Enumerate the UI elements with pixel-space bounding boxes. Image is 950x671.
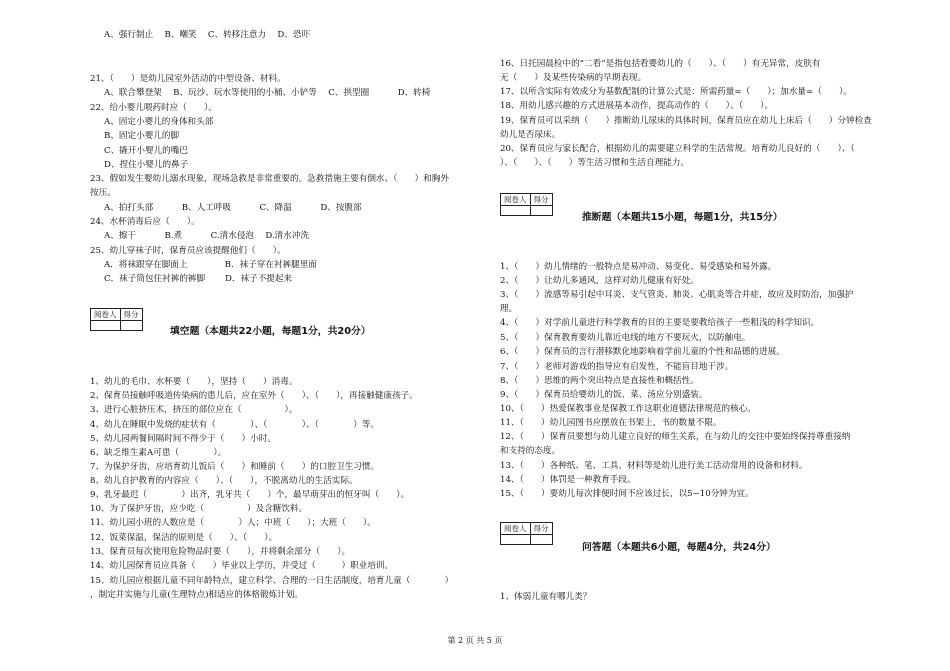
judge-question: 1、（ ）幼儿情绪的一般特点是易冲动、易变化、易受感染和易外露。 [500,262,777,272]
reviewer-cell[interactable] [501,535,531,545]
fill-question: 10、为了保护牙齿，应少吃（ ）及含糖饮料。 [90,504,308,514]
fill-question: 15、幼儿园应根据儿童不同年龄特点，建立科学、合理的一日生活制度，培育儿童（ ） [90,576,454,586]
judge-question: 8、（ ）思维的两个突出特点是直接性和概括性。 [500,376,699,386]
fill-question: ，制定并实施与儿童(生理特点)相适应的体格锻炼计划。 [90,590,303,600]
judge-question: 2、（ ）让幼儿多通风，这样对幼儿健康有好处。 [500,276,699,286]
judge-question: 14、（ ）体罚是一种教育手段。 [500,475,636,485]
question-line: 23、假如发生婴幼儿溺水现象，现场急救是非常重要的。急救措施主要有倒水、（ ）和胸外 [90,174,449,184]
question-line: A、强行制止 B、嘲笑 C、转移注意力 D、恐吓 [104,30,311,40]
question-line: 24、水杯消毒后应（ ）。 [90,217,200,227]
reviewer-label: 阅卷人 [501,523,531,535]
judge-question: 11、（ ）幼儿园图书应摆放在书架上，书的数量不限。 [500,418,722,428]
judge-question: 理。 [500,304,518,314]
judge-question: 4、（ ）对学前儿童进行科学教育的目的主要是要教给孩子一些粗浅的科学知识。 [500,318,820,328]
fill-question: 11、幼儿园小班的人数应是（ ）人；中班（ ）；大班（ ）。 [90,518,376,528]
fill-question: 8、幼儿自护教育的内容应（ ）、（ ），不脱离幼儿的生活实际。 [90,476,358,486]
judge-question: 5、（ ）保育教育要幼儿靠近电线的地方不要玩火，以防触电。 [500,333,751,343]
fill-question: 1、幼儿的毛巾、水杯要（ ），坚持（ ）消毒。 [90,377,298,387]
qa-section-title: 问答题（本题共6小题，每题4分，共24分） [582,542,776,553]
page-footer: 第 2 页 共 5 页 [447,636,503,645]
score-cell[interactable] [530,535,552,545]
score-label: 得分 [530,523,552,535]
question-line: D、捏住小婴儿的鼻子 [104,160,189,170]
qa-question: 1、体弱儿童有哪儿类？ [500,592,592,602]
question-line: ）、（ ）、（ ）等生活习惯和生活自理能力。 [500,158,690,168]
fill-question: 3、进行心脏挤压术，挤压的部位应在（ ）。 [90,405,298,415]
judge-question: 和支持的态度。 [500,446,561,456]
judge-question: 12、（ ）保育员要想与幼儿建立良好的师生关系，在与幼儿的交往中要始终保持尊重接纳 [500,432,851,442]
fill-question: 2、保育员接触呼吸道传染病的患儿后，应在室外（ ）、（ ），再接触健康孩子。 [90,391,418,401]
fill-question: 9、乳牙最迟（ ）出齐，乳牙共（ ）个，最早萌芽出的恒牙叫（ ）。 [90,490,410,500]
score-label: 得分 [120,309,142,321]
fill-question: 4、幼儿在睡眠中发烧的症状有（ ）、（ ）、（ ）等。 [90,420,380,430]
question-line: 21、（ ）是幼儿园室外活动的中型设备、材料。 [90,74,286,84]
question-line: 20、保育员应与家长配合，根据幼儿的需要建立科学的生活常规。培育幼儿良好的（ ）、（ [500,144,855,154]
fill-question: 7、为保护牙齿，应培育幼儿饭后（ ）和睡前（ ）的口腔卫生习惯。 [90,462,380,472]
score-label: 得分 [530,194,552,206]
question-line: 按压。 [90,188,116,198]
fill-question: 14、幼儿园保育员应具备（ ）毕业以上学历，并受过（ ）职业培训。 [90,561,394,571]
question-line: A、拍打头部 B、人工呼吸 C、降温 D、按腹部 [104,203,362,213]
judge-question: 3、（ ）流感等易引起中耳炎、支气管炎、肺炎、心肌炎等合并症，故应及时防治，加强护 [500,290,854,300]
question-line: 无（ ）及某些传染病的早期表现。 [500,73,647,83]
score-box-judge [500,193,553,216]
question-line: C．袜子筒包住衬裤的裤脚 D．袜子不提起来 [104,274,293,284]
reviewer-label: 阅卷人 [501,194,531,206]
score-box-qa [500,522,553,545]
reviewer-label: 阅卷人 [91,309,121,321]
question-line: A、固定小婴儿的身体和头部 [104,117,214,127]
score-box-fill [90,308,143,331]
question-line: 19、保育员可以采纳（ ）推断幼儿尿床的具体时间，保育员应在幼儿上床后（ ）分钟检查 [500,116,872,126]
question-line: 25、幼儿穿袜子时，保育员应该提醒他们（ ）。 [90,246,286,256]
score-cell[interactable] [120,321,142,331]
question-line: 幼儿是否尿床。 [500,130,561,140]
judge-question: 6、（ ）保育员的言行潜移默化地影响着学前儿童的个性和品德的进展。 [500,347,785,357]
fill-question: 13、保育员每次使用危险物品时要（ ），并将剩余部分（ ）。 [90,547,351,557]
reviewer-cell[interactable] [501,206,531,216]
reviewer-cell[interactable] [91,321,121,331]
question-line: 16、日托园晨检中的“二看”是指包括看婴幼儿的（ ）、（ ）有无异常，皮肤有 [500,59,821,69]
judge-question: 13、（ ）各种纸、笔、工具、材料等是幼儿进行美工活动常用的设备和材料。 [500,461,808,471]
fill-question: 12、饭菜保温，保洁的原则是（ ）、（ ）。 [90,533,278,543]
score-cell[interactable] [530,206,552,216]
fill-section-title: 填空题（本题共22小题，每题1分，共20分） [170,326,371,337]
judge-question: 7、（ ）老师对游戏的指导应有启发性，不能盲目地干涉。 [500,362,734,372]
judge-question: 9、（ ）保育员给婴幼儿的饭、菜、汤应分别盛装。 [500,390,708,400]
question-line: 18、用幼儿感兴趣的方式进展基本动作，提高动作的（ ）、（ ）。 [500,101,774,111]
judge-question: 10、（ ）热爱保教事业是保教工作这职业道德法律规范的核心。 [500,404,756,414]
question-line: A．将袜跟穿在脚面上 B．袜子穿在衬裤腿里面 [104,260,317,270]
fill-question: 6、缺乏维生素A可患（ ）。 [90,448,227,458]
judge-question: 15、（ ）要幼儿每次排便时间不应该过长，以5~10分钟为宜。 [500,489,754,499]
question-line: B、固定小婴儿的脚 [104,131,180,141]
fill-question: 5、幼儿园两餐间隔时间不得少于（ ）小时。 [90,434,276,444]
question-line: 17、以所含实际有效成分为基数配制的计算公式是：所需药量=（ ）；加水量=（ ）。 [500,87,852,97]
question-line: A、联合攀登架 B、玩沙、玩水等使用的小桶、小铲等 C、拱型圈 D、转椅 [104,88,431,98]
question-line: C、撬开小婴儿的嘴巴 [104,146,188,156]
question-line: A、擦干 B.煮 C.清水侵泡 D.清水冲洗 [104,231,310,241]
judge-section-title: 推断题（本题共15小题，每题1分，共15分） [582,212,783,223]
question-line: 22、给小婴儿喂药时应（ ）。 [90,103,217,113]
